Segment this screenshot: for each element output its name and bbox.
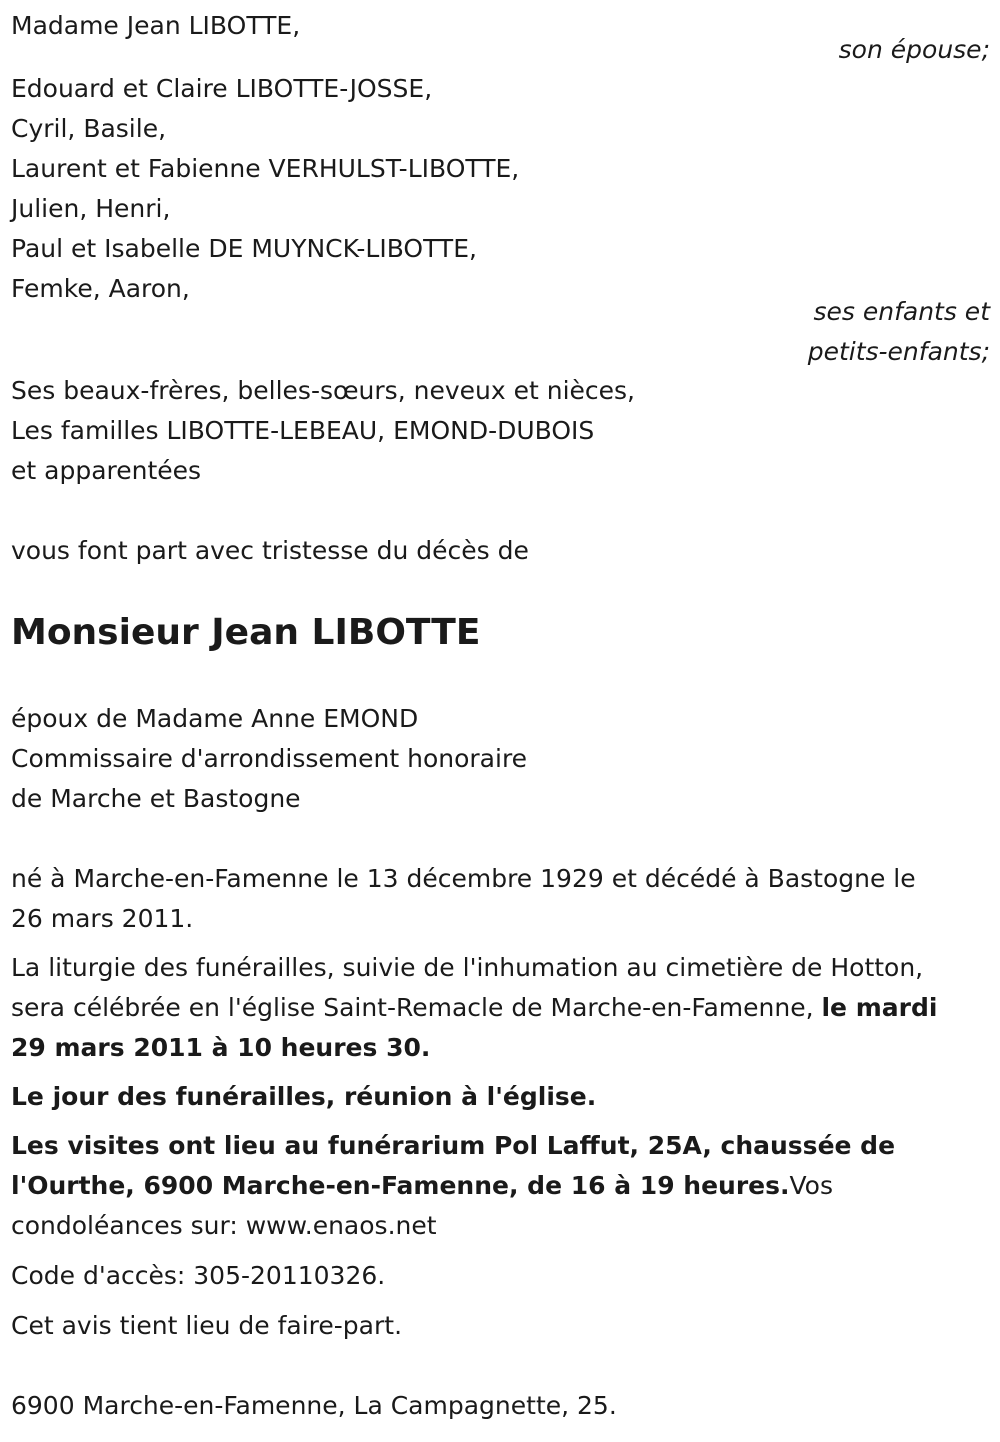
relatives-line: et apparentées xyxy=(11,456,202,485)
family-line: Cyril, Basile, xyxy=(11,114,167,143)
funeral-line: La liturgie des funérailles, suivie de l'inhumation au cimetière de Hotton, xyxy=(11,953,924,982)
funeral-time: 29 mars 2011 à 10 heures 30. xyxy=(11,1033,431,1062)
family-line: Paul et Isabelle DE MUYNCK-LIBOTTE, xyxy=(11,234,477,263)
condolences-line: condoléances sur: www.enaos.net xyxy=(11,1211,437,1240)
grandchildren-role: petits-enfants; xyxy=(807,337,990,366)
family-line: Edouard et Claire LIBOTTE-JOSSE, xyxy=(11,74,433,103)
relatives-line: Les familles LIBOTTE-LEBEAU, EMOND-DUBOIS xyxy=(11,416,595,445)
meeting-notice: Le jour des funérailles, réunion à l'église. xyxy=(11,1082,597,1111)
detail-line: époux de Madame Anne EMOND xyxy=(11,704,419,733)
children-role: ses enfants et xyxy=(813,297,990,326)
access-code: Code d'accès: 305-20110326. xyxy=(11,1261,386,1290)
funeral-line xyxy=(11,988,937,1028)
birth-death-line: né à Marche-en-Famenne le 13 décembre 1929 et décédé à Bastogne le xyxy=(11,864,916,893)
funeral-date-bold: le mardi xyxy=(821,993,938,1022)
detail-line: Commissaire d'arrondissement honoraire xyxy=(11,744,528,773)
visits-line xyxy=(11,1166,833,1206)
spouse-role: son épouse; xyxy=(838,35,990,64)
announcement-text: vous font part avec tristesse du décès de xyxy=(11,536,529,565)
relatives-line: Ses beaux-frères, belles-sœurs, neveux et nièces, xyxy=(11,376,635,405)
visits-bold: l'Ourthe, 6900 Marche-en-Famenne, de 16 à 19 heures. xyxy=(11,1171,790,1200)
family-line: Femke, Aaron, xyxy=(11,274,190,303)
family-line: Julien, Henri, xyxy=(11,194,171,223)
spouse-name: Madame Jean LIBOTTE, xyxy=(11,11,301,40)
funeral-text: sera célébrée en l'église Saint-Remacle de Marche-en-Famenne, xyxy=(11,993,822,1022)
detail-line: de Marche et Bastogne xyxy=(11,784,301,813)
notice-text: Cet avis tient lieu de faire-part. xyxy=(11,1311,403,1340)
address: 6900 Marche-en-Famenne, La Campagnette, 25. xyxy=(11,1391,617,1420)
family-line: Laurent et Fabienne VERHULST-LIBOTTE, xyxy=(11,154,520,183)
visits-line: Les visites ont lieu au funérarium Pol Laffut, 25A, chaussée de xyxy=(11,1131,896,1160)
birth-death-line: 26 mars 2011. xyxy=(11,904,194,933)
deceased-name: Monsieur Jean LIBOTTE xyxy=(11,612,481,653)
visits-text: Vos xyxy=(789,1171,833,1200)
